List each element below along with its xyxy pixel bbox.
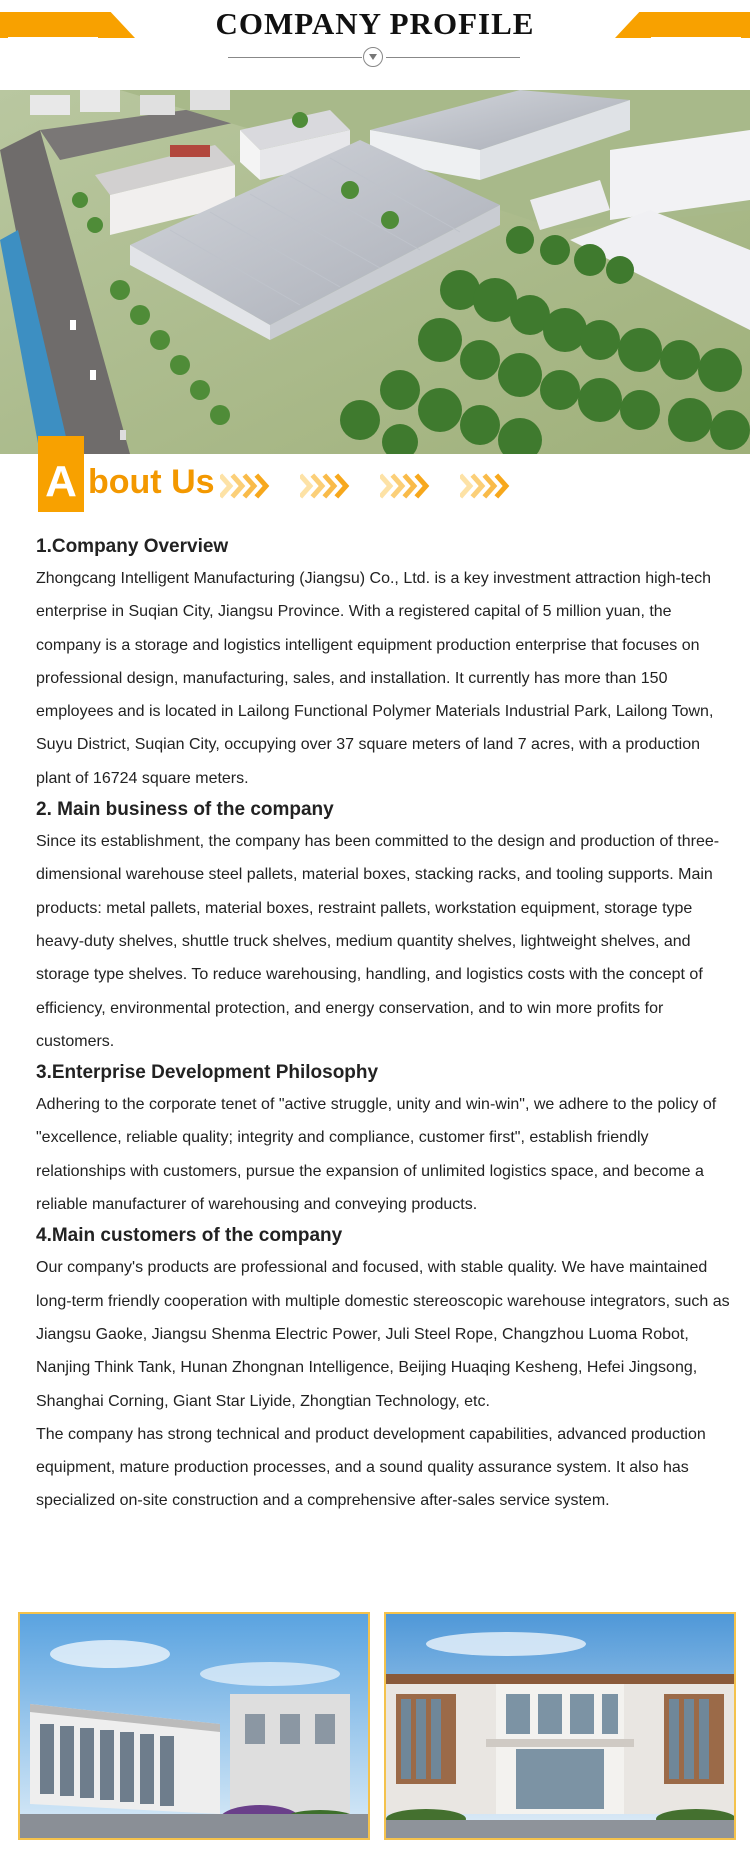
chevron-right-icon xyxy=(220,473,280,499)
office-building-photo-right xyxy=(384,1612,736,1840)
section-paragraph: Our company's products are professional and focused, with stable quality. We have maintained long-term friendly cooperation with multiple domestic stereoscopic warehouse integrators, such as Jiangsu Gaoke, Jiangsu Shenma Electric Power, Juli Steel Rope, Changzhou Luoma Robot, Nanjing Think Tank, Hunan Zhongnan Intelligence, Beijing Huaqing Kesheng, Hefei Jingsong, Shanghai Corning, Giant Star Liyide, Zhongtian Technology, etc. xyxy=(36,1259,730,1410)
section-paragraph: Adhering to the corporate tenet of "active struggle, unity and win-win", we adhere to the policy of "excellence, reliable quality; integrity and compliance, customer first", establish friendly relationships with customers, pursue the expansion of unlimited logistics space, and become a reliable manufacturer of warehousing and conveying products. xyxy=(36,1096,717,1214)
section-paragraph: Since its establishment, the company has been committed to the design and production of three-dimensional warehouse steel pallets, material boxes, stacking racks, and tooling supports. Main products: metal pallets, material boxes, restraint pallets, workstation equipment, storage type heavy-duty shelves, shuttle truck shelves, medium quantity shelves, lightweight shelves, and storage type shelves. To reduce warehousing, handling, and logistics costs with the concept of efficiency, environmental protection, and energy conservation, and to win more profits for customers. xyxy=(36,833,720,1050)
page-title: COMPANY PROFILE xyxy=(215,6,535,41)
factory-aerial-image xyxy=(0,90,750,454)
chevron-right-icon xyxy=(460,473,520,499)
chevron-right-icon xyxy=(300,473,360,499)
title-divider-right xyxy=(386,57,520,58)
section-title: 3.Enterprise Development Philosophy xyxy=(36,1062,379,1084)
title-divider-left xyxy=(228,57,362,58)
office-building-photo-left xyxy=(18,1612,370,1840)
section-title: 4.Main customers of the company xyxy=(36,1225,343,1247)
section-title: 1.Company Overview xyxy=(36,536,229,557)
section-paragraph: The company has strong technical and product development capabilities, advanced production equipment, mature production processes, and a sound quality assurance system. It also has specialized on-site construction and a comprehensive after-sales service system. xyxy=(36,1425,706,1510)
about-initial: A xyxy=(38,436,84,512)
about-title: bout Us xyxy=(88,463,215,501)
chevron-right-icon xyxy=(380,473,440,499)
profile-content xyxy=(36,532,736,1518)
chevron-down-icon xyxy=(363,47,383,67)
section-paragraph: Zhongcang Intelligent Manufacturing (Jiangsu) Co., Ltd. is a key investment attraction high-tech enterprise in Suqian City, Jiangsu Province. With a registered capital of 5 million yuan, the company is a storage and logistics intelligent equipment production enterprise that focuses on professional design, manufacturing, sales, and installation. It currently has more than 150 employees and is located in Lailong Functional Polymer Materials Industrial Park, Lailong Town, Suyu District, Suqian City, occupying over 37 square meters of land 7 acres, with a production plant of 16724 square meters. xyxy=(36,570,714,787)
profile-header xyxy=(0,0,750,90)
about-us-heading xyxy=(0,436,750,516)
section-title: 2. Main business of the company xyxy=(36,799,334,821)
